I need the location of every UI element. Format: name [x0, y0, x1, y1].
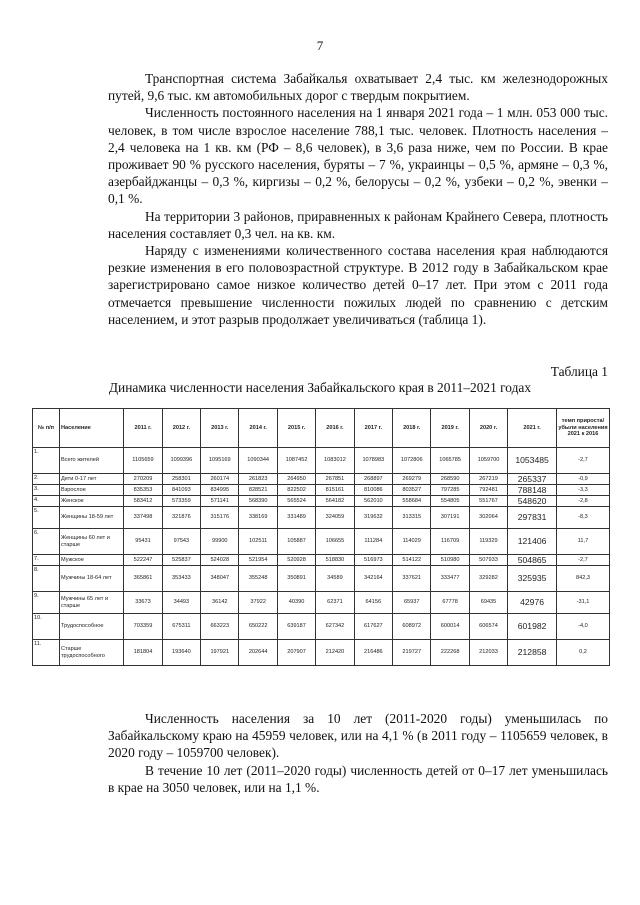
- value-cell: 524028: [201, 555, 239, 566]
- value-cell: 558684: [393, 496, 431, 507]
- paragraph-north-districts: На территории 3 районов, приравненных к районам Крайнего Севера, плотность населения составляет 0,3 чел. на кв. км.: [108, 208, 608, 241]
- value-cell: 554805: [431, 496, 469, 507]
- value-cell: 321876: [162, 507, 200, 529]
- value-cell: 65937: [393, 592, 431, 614]
- value-cell: 69435: [469, 592, 507, 614]
- category-cell: Мужчины 65 лет и старше: [59, 592, 123, 614]
- value-cell: 516973: [354, 555, 392, 566]
- table-header-cell: темп прироста/убыли населения 2021 к 2016: [556, 409, 609, 448]
- category-cell: Всего жителей: [59, 448, 123, 474]
- value-cell: 1072806: [393, 448, 431, 474]
- value-cell: 600014: [431, 614, 469, 640]
- value-cell: 325935: [508, 566, 557, 592]
- table-title: Динамика численности населения Забайкальского края в 2011–2021 годах: [108, 380, 532, 395]
- table-header-cell: 2015 г.: [277, 409, 315, 448]
- value-cell: 0,2: [556, 640, 609, 666]
- value-cell: 703359: [124, 614, 162, 640]
- table-header-cell: 2021 г.: [508, 409, 557, 448]
- value-cell: 67778: [431, 592, 469, 614]
- value-cell: 114029: [393, 529, 431, 555]
- table-row: [33, 448, 610, 474]
- row-number-cell: 6.: [33, 529, 60, 555]
- value-cell: 835353: [124, 485, 162, 496]
- value-cell: 522247: [124, 555, 162, 566]
- value-cell: 350891: [277, 566, 315, 592]
- table-row: [33, 640, 610, 666]
- value-cell: -2,7: [556, 555, 609, 566]
- table-row: [33, 485, 610, 496]
- value-cell: 212858: [508, 640, 557, 666]
- paragraph-decline-children: В течение 10 лет (2011–2020 годы) численность детей от 0–17 лет уменьшилась в крае на 3050 человек, или на 1,1 %.: [108, 762, 608, 795]
- value-cell: 193640: [162, 640, 200, 666]
- value-cell: 106655: [316, 529, 354, 555]
- value-cell: 365861: [124, 566, 162, 592]
- paragraph-transport: Транспортная система Забайкалья охватывает 2,4 тыс. км железнодорожных путей, 9,6 тыс. км автомобильных дорог с твердым покрытием.: [108, 71, 608, 104]
- value-cell: 95431: [124, 529, 162, 555]
- paragraph-population: Численность постоянного населения на 1 января 2021 года – 1 млн. 053 000 тыс. человек, в том числе взрослое население 788,1 тыс. человек. Плотность населения – 2,4 человека на 1 кв. км (РФ – 8,6 человек), в 3,6 раза ниже, чем по России. В крае проживает 90 % русского населения, буряты – 7 %, украинцы – 0,5 %, армяне – 0,3 %, азербайджанцы – 0,3 %, киргизы – 0,2 %, белорусы – 0,2 %, узбеки – 0,2 %, эвенки – 0,1 %.: [108, 105, 608, 207]
- population-table: [32, 408, 610, 666]
- value-cell: 1078983: [354, 448, 392, 474]
- category-cell: Женщины 60 лет и старше: [59, 529, 123, 555]
- value-cell: 520928: [277, 555, 315, 566]
- table-body: [33, 448, 610, 666]
- value-cell: 207907: [277, 640, 315, 666]
- table-header-cell: 2011 г.: [124, 409, 162, 448]
- value-cell: -0,9: [556, 474, 609, 485]
- value-cell: 33673: [124, 592, 162, 614]
- value-cell: 116709: [431, 529, 469, 555]
- value-cell: 1059700: [469, 448, 507, 474]
- value-cell: 803527: [393, 485, 431, 496]
- table-header-cell: 2017 г.: [354, 409, 392, 448]
- value-cell: 507933: [469, 555, 507, 566]
- value-cell: 269279: [393, 474, 431, 485]
- value-cell: 510980: [431, 555, 469, 566]
- value-cell: 1090344: [239, 448, 277, 474]
- value-cell: 1053485: [508, 448, 557, 474]
- value-cell: 329282: [469, 566, 507, 592]
- value-cell: -4,0: [556, 614, 609, 640]
- value-cell: 617627: [354, 614, 392, 640]
- value-cell: -2,8: [556, 496, 609, 507]
- page-number: 7: [316, 38, 324, 53]
- value-cell: 268590: [431, 474, 469, 485]
- value-cell: 265337: [508, 474, 557, 485]
- value-cell: 42976: [508, 592, 557, 614]
- table-row: [33, 566, 610, 592]
- value-cell: 1099396: [162, 448, 200, 474]
- row-number-cell: 8.: [33, 566, 60, 592]
- table-header-cell: 2018 г.: [393, 409, 431, 448]
- value-cell: 102511: [239, 529, 277, 555]
- value-cell: 1065785: [431, 448, 469, 474]
- value-cell: 62371: [316, 592, 354, 614]
- value-cell: 270209: [124, 474, 162, 485]
- value-cell: 842,3: [556, 566, 609, 592]
- value-cell: 40390: [277, 592, 315, 614]
- value-cell: 111284: [354, 529, 392, 555]
- value-cell: -8,3: [556, 507, 609, 529]
- category-cell: Мужское: [59, 555, 123, 566]
- value-cell: 338169: [239, 507, 277, 529]
- value-cell: 119329: [469, 529, 507, 555]
- value-cell: 181804: [124, 640, 162, 666]
- value-cell: 105887: [277, 529, 315, 555]
- intro-text-block: [108, 70, 608, 328]
- row-number-cell: 11.: [33, 640, 60, 666]
- value-cell: 258301: [162, 474, 200, 485]
- table-caption: Таблица 1: [550, 364, 608, 379]
- table-header-row: [33, 409, 610, 448]
- value-cell: 834995: [201, 485, 239, 496]
- row-number-cell: 4.: [33, 496, 60, 507]
- value-cell: 313315: [393, 507, 431, 529]
- value-cell: 319632: [354, 507, 392, 529]
- value-cell: 639187: [277, 614, 315, 640]
- category-cell: Женское: [59, 496, 123, 507]
- value-cell: 315176: [201, 507, 239, 529]
- value-cell: 608972: [393, 614, 431, 640]
- value-cell: 197921: [201, 640, 239, 666]
- value-cell: 548620: [508, 496, 557, 507]
- table-header-cell: № п/п: [33, 409, 60, 448]
- value-cell: 216486: [354, 640, 392, 666]
- value-cell: 583412: [124, 496, 162, 507]
- row-number-cell: 2.: [33, 474, 60, 485]
- table-row: [33, 474, 610, 485]
- value-cell: 337621: [393, 566, 431, 592]
- value-cell: 212033: [469, 640, 507, 666]
- row-number-cell: 9.: [33, 592, 60, 614]
- table-header-cell: Население: [59, 409, 123, 448]
- value-cell: 97543: [162, 529, 200, 555]
- value-cell: 333477: [431, 566, 469, 592]
- category-cell: Взрослое: [59, 485, 123, 496]
- value-cell: 267219: [469, 474, 507, 485]
- category-cell: Старше трудоспособного: [59, 640, 123, 666]
- value-cell: 571141: [201, 496, 239, 507]
- value-cell: 521954: [239, 555, 277, 566]
- value-cell: 822502: [277, 485, 315, 496]
- value-cell: -31,1: [556, 592, 609, 614]
- value-cell: 525837: [162, 555, 200, 566]
- value-cell: 260174: [201, 474, 239, 485]
- table-header-cell: 2013 г.: [201, 409, 239, 448]
- value-cell: 1105659: [124, 448, 162, 474]
- value-cell: 268897: [354, 474, 392, 485]
- value-cell: 1095169: [201, 448, 239, 474]
- value-cell: 202644: [239, 640, 277, 666]
- value-cell: 514122: [393, 555, 431, 566]
- value-cell: 828521: [239, 485, 277, 496]
- conclusion-text-block: [108, 710, 608, 796]
- value-cell: 267851: [316, 474, 354, 485]
- value-cell: 797285: [431, 485, 469, 496]
- value-cell: 11,7: [556, 529, 609, 555]
- value-cell: 518830: [316, 555, 354, 566]
- table-row: [33, 555, 610, 566]
- row-number-cell: 5.: [33, 507, 60, 529]
- value-cell: 302064: [469, 507, 507, 529]
- value-cell: 568390: [239, 496, 277, 507]
- value-cell: -2,7: [556, 448, 609, 474]
- value-cell: 1087452: [277, 448, 315, 474]
- value-cell: 675311: [162, 614, 200, 640]
- table-row: [33, 507, 610, 529]
- value-cell: 810086: [354, 485, 392, 496]
- value-cell: 663223: [201, 614, 239, 640]
- value-cell: 353433: [162, 566, 200, 592]
- value-cell: 573359: [162, 496, 200, 507]
- value-cell: 562010: [354, 496, 392, 507]
- table-header-cell: 2012 г.: [162, 409, 200, 448]
- value-cell: 792481: [469, 485, 507, 496]
- category-cell: Мужчины 18-64 лет: [59, 566, 123, 592]
- value-cell: 34493: [162, 592, 200, 614]
- table-header-cell: 2019 г.: [431, 409, 469, 448]
- row-number-cell: 3.: [33, 485, 60, 496]
- value-cell: 348047: [201, 566, 239, 592]
- value-cell: 606574: [469, 614, 507, 640]
- table-header-cell: 2014 г.: [239, 409, 277, 448]
- value-cell: 551767: [469, 496, 507, 507]
- population-table-wrapper: [32, 408, 610, 666]
- value-cell: 565524: [277, 496, 315, 507]
- row-number-cell: 10.: [33, 614, 60, 640]
- value-cell: 64156: [354, 592, 392, 614]
- value-cell: 337498: [124, 507, 162, 529]
- value-cell: 212420: [316, 640, 354, 666]
- row-number-cell: 7.: [33, 555, 60, 566]
- row-number-cell: 1.: [33, 448, 60, 474]
- value-cell: 342164: [354, 566, 392, 592]
- value-cell: 34589: [316, 566, 354, 592]
- value-cell: 788148: [508, 485, 557, 496]
- value-cell: 222268: [431, 640, 469, 666]
- table-header-cell: 2020 г.: [469, 409, 507, 448]
- value-cell: 121406: [508, 529, 557, 555]
- value-cell: 264950: [277, 474, 315, 485]
- value-cell: 324059: [316, 507, 354, 529]
- value-cell: 650222: [239, 614, 277, 640]
- value-cell: 331489: [277, 507, 315, 529]
- value-cell: 627342: [316, 614, 354, 640]
- paragraph-decline-total: Численность населения за 10 лет (2011-2020 годы) уменьшилась по Забайкальскому краю на 45959 человек, или на 4,1 % (в 2011 году – 1105659 человек, в 2020 году – 1059700 человек).: [108, 711, 608, 761]
- value-cell: 36142: [201, 592, 239, 614]
- value-cell: 1083012: [316, 448, 354, 474]
- value-cell: 261823: [239, 474, 277, 485]
- table-row: [33, 496, 610, 507]
- value-cell: 564182: [316, 496, 354, 507]
- category-cell: Трудоспособное: [59, 614, 123, 640]
- value-cell: 355248: [239, 566, 277, 592]
- value-cell: 99900: [201, 529, 239, 555]
- value-cell: 307191: [431, 507, 469, 529]
- table-row: [33, 592, 610, 614]
- value-cell: 601982: [508, 614, 557, 640]
- table-row: [33, 529, 610, 555]
- value-cell: 37922: [239, 592, 277, 614]
- value-cell: 297831: [508, 507, 557, 529]
- paragraph-age-structure: Наряду с изменениями количественного состава населения края наблюдаются резкие изменения в его половозрастной структуре. В 2012 году в Забайкальском крае зарегистрировано самое низкое количество детей 0–17 лет. При этом с 2011 года отмечается превышение численности пожилых людей по сравнению с детским населением, и этот разрыв продолжает увеличиваться (таблица 1).: [108, 243, 608, 327]
- value-cell: 841093: [162, 485, 200, 496]
- value-cell: 815161: [316, 485, 354, 496]
- value-cell: -3,3: [556, 485, 609, 496]
- value-cell: 504865: [508, 555, 557, 566]
- table-header-cell: 2016 г.: [316, 409, 354, 448]
- category-cell: Женщины 18-59 лет: [59, 507, 123, 529]
- category-cell: Дети 0-17 лет: [59, 474, 123, 485]
- value-cell: 219727: [393, 640, 431, 666]
- table-row: [33, 614, 610, 640]
